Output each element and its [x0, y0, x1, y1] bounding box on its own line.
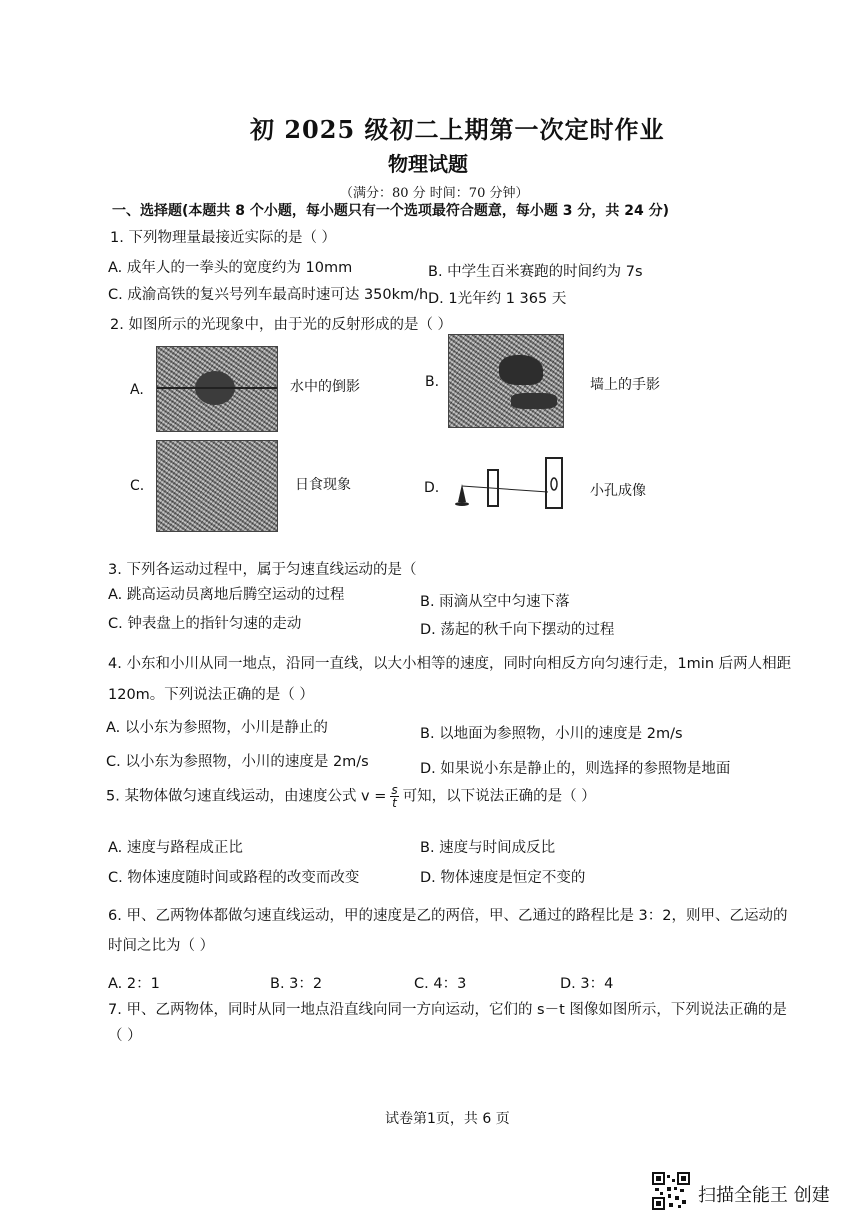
page-footer: 试卷第1页，共 6 页	[385, 1111, 510, 1127]
question-5-option-c: C. 物体速度随时间或路程的改变而改变	[108, 870, 360, 886]
question-1-stem: 1. 下列物理量最接近实际的是（ ）	[110, 230, 337, 246]
page-title: 初 2025 级初二上期第一次定时作业	[250, 115, 665, 144]
exam-meta: （满分：80 分 时间：70 分钟）	[340, 186, 529, 201]
eclipse-photo	[156, 440, 278, 532]
qr-code-icon	[652, 1172, 690, 1210]
question-3-option-d: D. 荡起的秋千向下摆动的过程	[420, 622, 615, 638]
question-2-option-d-caption: 小孔成像	[590, 483, 646, 499]
question-4-stem-line-1: 4. 小东和小川从同一地点，沿同一直线，以大小相等的速度，同时向相反方向匀速行走，1min 后两人相距	[108, 656, 792, 672]
question-1-option-d: D. 1光年约 1 365 天	[428, 291, 567, 307]
question-5-stem-suffix: 可知，以下说法正确的是（ ）	[402, 788, 596, 805]
formula-numerator: s	[391, 783, 398, 797]
hand-shadow-photo	[448, 334, 564, 428]
question-2-option-b-caption: 墙上的手影	[590, 377, 660, 393]
question-5-option-a: A. 速度与路程成正比	[108, 840, 243, 856]
question-5-stem	[106, 784, 596, 809]
scanner-watermark: 扫描全能王 创建	[698, 1185, 830, 1206]
question-5-option-d: D. 物体速度是恒定不变的	[420, 870, 586, 886]
question-4-option-d: D. 如果说小东是静止的，则选择的参照物是地面	[420, 761, 731, 777]
question-6-option-d: D. 3：4	[560, 976, 614, 992]
question-4-option-b: B. 以地面为参照物，小川的速度是 2m/s	[420, 726, 683, 742]
reflection-photo	[156, 346, 278, 432]
question-6-stem-line-1: 6. 甲、乙两物体都做匀速直线运动，甲的速度是乙的两倍，甲、乙通过的路程比是 3：2，则甲、乙运动的	[108, 908, 788, 924]
question-2-option-a-caption: 水中的倒影	[290, 379, 360, 395]
question-1-option-c: C. 成渝高铁的复兴号列车最高时速可达 350km/h	[108, 287, 429, 303]
question-3-stem: 3. 下列各运动过程中，属于匀速直线运动的是（	[108, 562, 417, 578]
question-2-option-a-label: A.	[130, 382, 144, 398]
question-4-option-a: A. 以小东为参照物，小川是静止的	[106, 720, 328, 736]
question-2-option-d-label: D.	[424, 480, 440, 496]
question-6-option-c: C. 4：3	[414, 976, 467, 992]
question-2-option-c-label: C.	[130, 478, 145, 494]
question-7-stem-line-2: （ ）	[108, 1028, 142, 1044]
question-6-stem-line-2: 时间之比为（ ）	[108, 938, 215, 954]
question-6-option-b: B. 3：2	[270, 976, 323, 992]
question-4-option-c: C. 以小东为参照物，小川的速度是 2m/s	[106, 754, 369, 770]
pinhole-diagram	[448, 452, 578, 522]
question-3-option-a: A. 跳高运动员离地后腾空运动的过程	[108, 587, 345, 603]
question-6-option-a: A. 2：1	[108, 976, 160, 992]
question-7-stem-line-1: 7. 甲、乙两物体，同时从同一地点沿直线向同一方向运动，它们的 s－t 图像如图所示，下列说法正确的是	[108, 1002, 787, 1018]
velocity-formula-fraction	[390, 784, 398, 809]
question-5-stem-prefix: 5. 某物体做匀速直线运动，由速度公式 v =	[106, 788, 387, 805]
question-1-option-a: A. 成年人的一拳头的宽度约为 10mm	[108, 260, 353, 276]
question-2-option-c-caption: 日食现象	[295, 477, 351, 493]
question-2-option-b-label: B.	[425, 374, 440, 390]
question-4-stem-line-2: 120m。下列说法正确的是（ ）	[108, 687, 314, 703]
section-heading: 一、选择题(本题共 8 个小题，每小题只有一个选项最符合题意，每小题 3 分，共 24 分)	[112, 203, 670, 219]
question-5-option-b: B. 速度与时间成反比	[420, 840, 556, 856]
question-3-option-b: B. 雨滴从空中匀速下落	[420, 594, 570, 610]
question-1-option-b: B. 中学生百米赛跑的时间约为 7s	[428, 264, 643, 280]
formula-denominator: t	[392, 796, 397, 810]
subject-title: 物理试题	[388, 152, 468, 176]
question-2-stem: 2. 如图所示的光现象中，由于光的反射形成的是（ ）	[110, 317, 453, 333]
question-3-option-c: C. 钟表盘上的指针匀速的走动	[108, 616, 302, 632]
